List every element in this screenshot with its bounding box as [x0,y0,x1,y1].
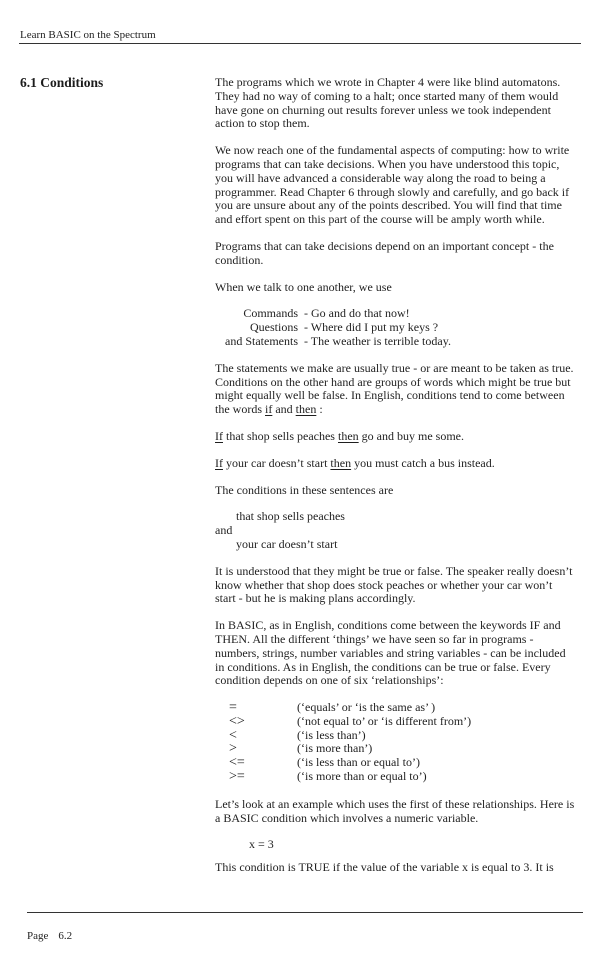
relationship-meaning: (‘is less than or equal to’) [297,755,420,770]
keyword-then: then [337,428,359,443]
keyword-if: if [265,402,273,417]
example-sentence [215,457,575,471]
condition-line: your car doesn’t start [236,536,338,551]
keyword-then: then [295,402,317,417]
paragraph [215,362,575,417]
speech-type-label: Commands [243,306,298,321]
example-text: your car doesn’t start [226,455,328,470]
paragraph: Let’s look at an example which uses the first of these relationships. Here is a BASIC condition which involves a numeric variable. [215,796,575,825]
conditions-block [215,510,575,551]
relationship-symbol: <> [229,713,245,729]
speech-type-example: - The weather is terrible today. [304,333,451,348]
keyword-if: If [215,428,223,443]
page-footer [27,930,82,942]
speech-types-list [215,307,575,348]
relationship-meaning: (‘is more than’) [297,741,373,756]
relationship-symbol: >= [229,769,245,785]
keyword-then: then [330,455,352,470]
paragraph: Programs that can take decisions depend on an important concept - the condition. [215,238,554,267]
paragraph: It is understood that they might be true or false. The speaker really doesn’t know whether that shop does stock peaches or whether your car won’t start - but he is making plans accordingly. [215,563,573,606]
page-number: 6.2 [58,930,73,942]
paragraph-text: The statements we make are usually true - or are meant to be taken as true. Conditions on the other hand are groups of words which might be true but might equally well be false. In English, conditions tend to come between the words [215,360,574,417]
footer-rule [27,912,583,913]
paragraph: We now reach one of the fundamental aspects of computing: how to write programs that can take decisions. When you have understood this topic, you will have advanced a considerable way along the road to being a programmer. Read Chapter 6 through slowly and carefully, and go back if you are unsure about any of the points described. You will find that time and effort spent on this part of the course will be amply worth while. [215,143,570,227]
paragraph-text: : [319,402,323,417]
relationship-symbol: = [229,700,237,716]
relationship-meaning: (‘is more than or equal to’) [297,769,427,784]
paragraph: The programs which we wrote in Chapter 4 were like blind automatons. They had no way of coming to a halt; once started many of them would have gone on churning out results forever unless we took independent action to stop them. [215,75,561,131]
keyword-if: If [215,455,223,470]
relationship-meaning: (‘equals’ or ‘is the same as’ ) [297,700,436,715]
paragraph: The conditions in these sentences are [215,482,394,497]
example-text: go and buy me some. [361,428,464,443]
example-text: that shop sells peaches [226,428,335,443]
condition-line: that shop sells peaches [236,509,345,524]
speech-type-label: Questions [250,320,298,335]
running-header: Learn BASIC on the Spectrum [20,29,156,41]
relationship-symbol: <= [229,755,245,771]
speech-type-label: and Statements [225,333,298,348]
code-example: x = 3 [249,837,274,852]
condition-joiner: and [215,523,233,538]
header-rule [19,43,581,44]
page-label: Page [27,930,49,942]
body-text [215,76,575,888]
example-text: you must catch a bus instead. [354,455,495,470]
example-sentence [215,430,575,444]
section-heading: 6.1 Conditions [20,75,104,90]
paragraph-text: and [275,402,293,417]
paragraph: When we talk to one another, we use [215,279,392,294]
relationship-meaning: (‘not equal to’ or ‘is different from’) [297,713,472,728]
relationship-symbol: < [229,727,237,743]
relationships-table [215,701,575,784]
speech-type-example: - Where did I put my keys ? [304,320,439,335]
relationship-meaning: (‘is less than’) [297,727,366,742]
relationship-symbol: > [229,741,237,757]
paragraph: This condition is TRUE if the value of the variable x is equal to 3. It is [215,860,554,875]
speech-type-example: - Go and do that now! [304,306,410,321]
paragraph: In BASIC, as in English, conditions come between the keywords IF and THEN. All the different ‘things’ we have seen so far in programs - numbers, strings, number variables and string variables - can be included in conditions. As in English, the conditions can be true or false. Every condition depends on one of six ‘relationships’: [215,618,566,688]
